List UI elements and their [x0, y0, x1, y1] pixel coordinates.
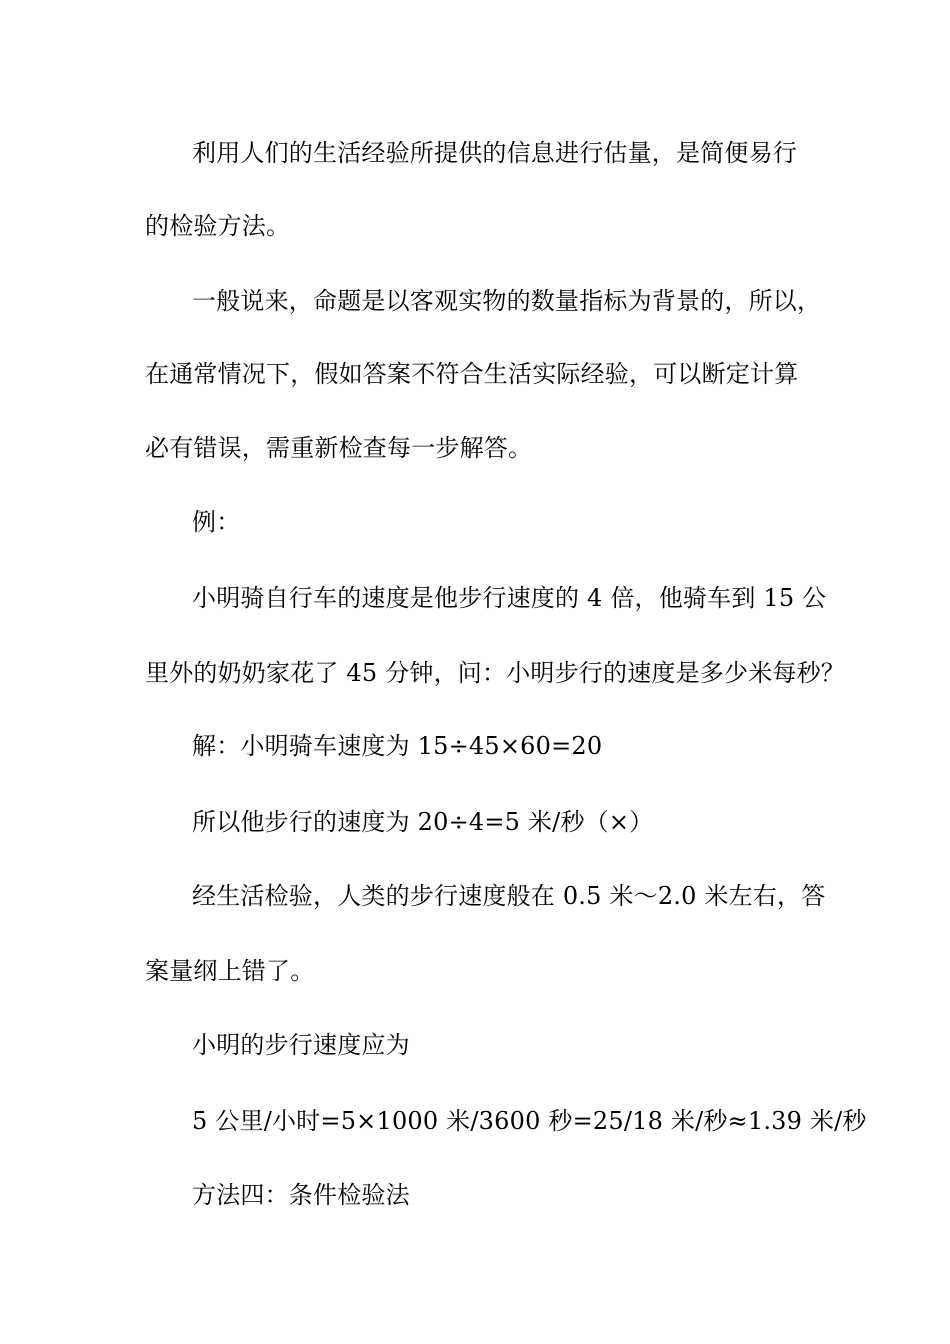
paragraph-1-line-2: 的检验方法。 [145, 212, 291, 240]
solution-line-2: 所以他步行的速度为 20÷4=5 米/秒（×） [192, 808, 654, 836]
paragraph-2-line-1: 一般说来，命题是以客观实物的数量指标为背景的，所以， [192, 287, 822, 315]
example-label: 例： [192, 508, 241, 536]
paragraph-2-line-2: 在通常情况下，假如答案不符合生活实际经验，可以断定计算 [145, 360, 799, 388]
solution-line-1: 解：小明骑车速度为 15÷45×60=20 [192, 732, 603, 760]
correct-answer-intro: 小明的步行速度应为 [192, 1031, 410, 1059]
problem-line-1: 小明骑自行车的速度是他步行速度的 4 倍，他骑车到 15 公 [192, 584, 827, 612]
paragraph-2-line-3: 必有错误，需重新检查每一步解答。 [145, 434, 533, 462]
check-line-2: 案量纲上错了。 [145, 957, 315, 985]
correct-answer-formula: 5 公里/小时=5×1000 米/3600 秒=25/18 米/秒≈1.39 米/秒 [192, 1107, 867, 1135]
check-line-1: 经生活检验，人类的步行速度般在 0.5 米～2.0 米左右，答 [192, 882, 826, 910]
method-four-heading: 方法四：条件检验法 [192, 1181, 410, 1209]
problem-line-2: 里外的奶奶家花了 45 分钟，问：小明步行的速度是多少米每秒？ [145, 659, 845, 687]
paragraph-1-line-1: 利用人们的生活经验所提供的信息进行估量，是简便易行 [192, 139, 797, 167]
